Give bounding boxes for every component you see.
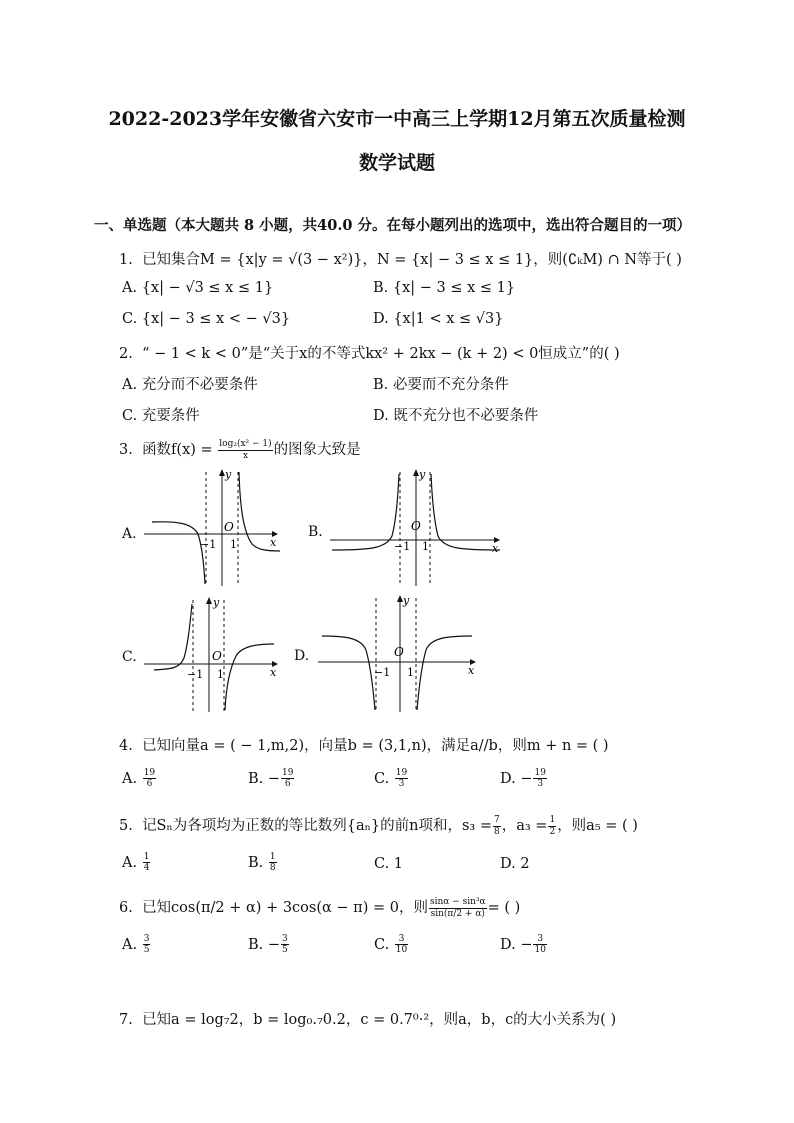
tick-neg-one: −1 [187,668,204,681]
graph-a [142,466,284,590]
graph-c [142,594,284,716]
axis-y-label: y [403,594,410,607]
question-stem-post: 的图象大致是 [273,442,361,458]
question-1 [119,248,682,269]
q6-option-a: A. $\frac{3}{5}$ [122,934,150,956]
q1-option-a: A. {x| − √3 ≤ x ≤ 1} [122,280,274,296]
origin-label: O [212,649,222,663]
question-stem: “ − 1 < k < 0”是“关于x的不等式kx² + 2kx − (k + 2) < 0恒成立”的( ) [142,346,620,362]
axis-x-label: x [270,536,277,549]
paper-subtitle: 数学试题 [358,152,435,174]
question-number: 1. [119,252,133,268]
q2-option-c: C. 充要条件 [122,408,200,424]
q1-option-d: D. {x|1 < x ≤ √3} [373,311,504,327]
graph-label-a: A. [122,526,137,542]
q5-option-b: B. $\frac{1}{8}$ [248,852,276,874]
axis-y-label: y [213,596,220,609]
question-5: 5. 记Sₙ为各项均为正数的等比数列{aₙ}的前n项和，s₃ = $\frac{7}{8}$ ，a₃ = $\frac{1}{2}$ ，则a₅ = ( ) [119,815,638,837]
question-2 [119,342,620,363]
q6-option-d: D. − $\frac{3}{10}$ [500,934,546,956]
origin-label: O [224,520,234,534]
axis-x-label: x [492,542,499,555]
q4-option-b: B. − $\frac{19}{6}$ [248,768,294,790]
q5-option-c: C. 1 [374,856,404,872]
paper-title: 2022-2023学年安徽省六安市一中高三上学期12月第五次质量检测 [108,108,686,130]
graph-label-d: D. [294,648,310,664]
q1-option-b: B. {x| − 3 ≤ x ≤ 1} [373,280,516,296]
graph-label-b: B. [308,524,323,540]
question-stem-pre: 函数f(x) = [142,442,213,458]
question-stem: 已知a = log₇2，b = log₀.₇0.2，c = 0.7⁰·²，则a，b，c的大小关系为( ) [142,1012,617,1028]
question-number: 3. [119,442,133,458]
q2-option-d: D. 既不充分也不必要条件 [373,408,539,424]
question-number: 6. [119,900,133,916]
q5-option-a: A. $\frac{1}{4}$ [122,852,150,874]
q4-option-c: C. $\frac{19}{3}$ [374,768,408,790]
axis-x-label: x [270,666,277,679]
question-number: 7. [119,1012,133,1028]
q2-option-a: A. 充分而不必要条件 [122,377,258,393]
question-number: 5. [119,818,133,834]
tick-one: 1 [230,538,237,551]
question-3 [119,438,361,461]
axis-x-label: x [468,664,475,677]
question-4 [119,734,609,755]
q6-option-b: B. − $\frac{3}{5}$ [248,934,288,956]
graph-label-c: C. [122,649,137,665]
question-stem: 已知集合M = {x|y = √(3 − x²)}，N = {x| − 3 ≤ x ≤ 1}，则(∁ₖM) ∩ N等于( ) [142,252,682,268]
origin-label: O [394,645,404,659]
q2-option-b: B. 必要而不充分条件 [373,377,509,393]
tick-one: 1 [217,668,224,681]
q1-option-c: C. {x| − 3 ≤ x < − √3} [122,311,291,327]
question-7 [119,1008,616,1029]
graph-d [316,592,482,716]
graph-b [328,466,506,590]
tick-neg-one: −1 [200,538,217,551]
axis-y-label: y [419,468,426,481]
q4-option-d: D. − $\frac{19}{3}$ [500,768,546,790]
q5-option-d: D. 2 [500,856,530,872]
axis-y-label: y [225,468,232,481]
question-stem: 已知向量a = ( − 1,m,2)，向量b = (3,1,n)，满足a//b，则m + n = ( ) [142,738,609,754]
question-number: 2. [119,346,133,362]
tick-one: 1 [422,540,429,553]
question-number: 4. [119,738,133,754]
origin-label: O [411,519,421,533]
q6-option-c: C. $\frac{3}{10}$ [374,934,408,956]
fraction: $\frac{\text{log₂(x² − 1)}}{x}$ [219,439,272,461]
tick-one: 1 [407,666,414,679]
tick-neg-one: −1 [374,666,391,679]
tick-neg-one: −1 [394,540,411,553]
question-6: 6. 已知cos(π/2 + α) + 3cos(α − π) = 0，则 $\frac{\text{sinα − sin³α}}{\sin(\pi/2 + \alpha)}$ = ( ) [119,897,521,919]
section-heading: 一、单选题（本大题共 8 小题，共40.0 分。在每小题列出的选项中，选出符合题目的一项） [94,217,692,234]
q4-option-a: A. $\frac{19}{6}$ [122,768,156,790]
